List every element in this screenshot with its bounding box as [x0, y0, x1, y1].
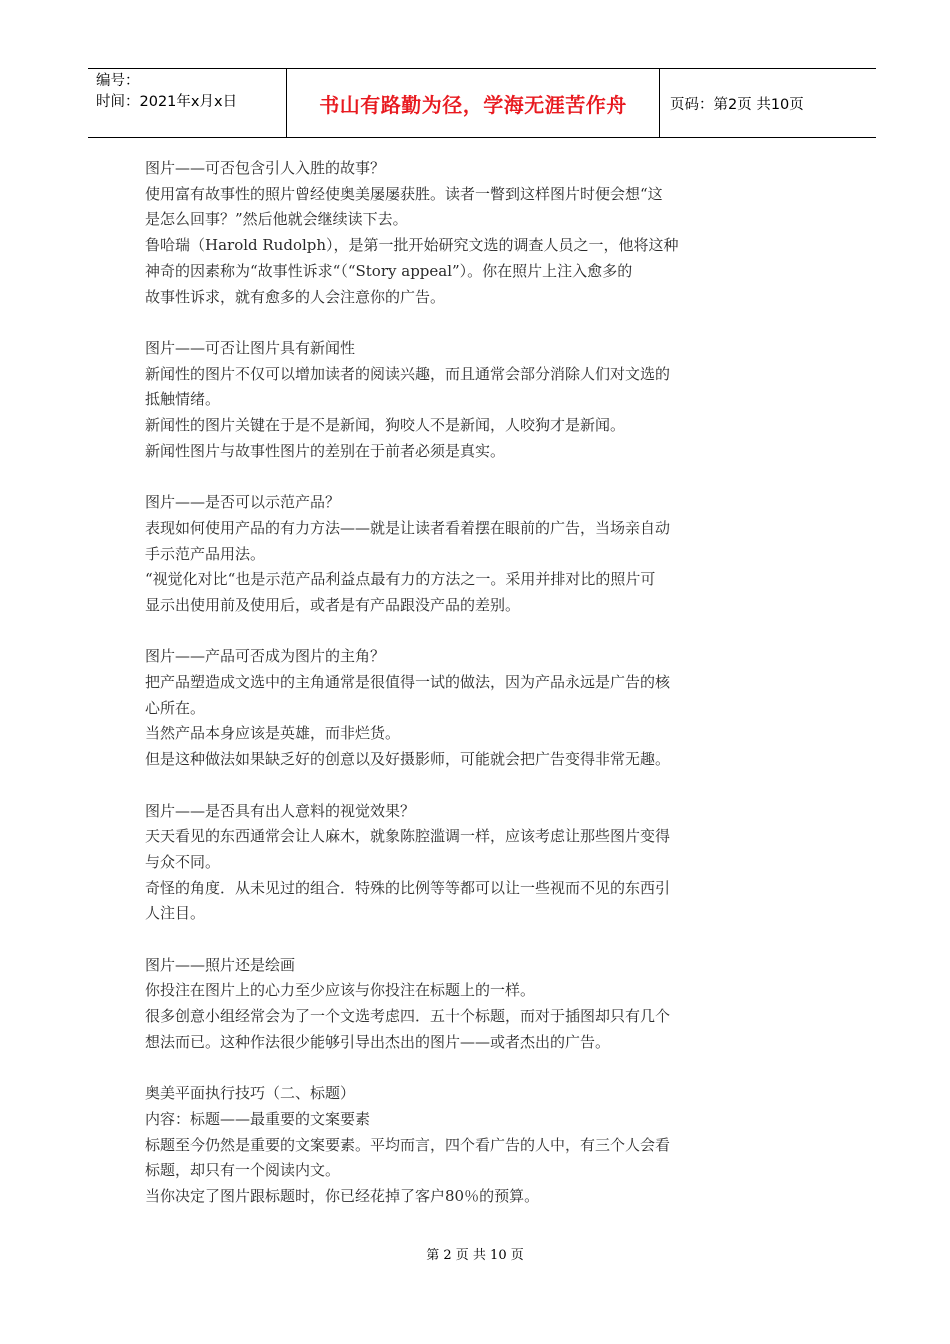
section-heading: 图片——照片还是绘画 [145, 955, 296, 974]
header-page-label: 页码：第2页 共10页 [670, 96, 804, 113]
paragraph-line: “视觉化对比“也是示范产品利益点最有力的方法之一。采用并排对比的照片可 [145, 570, 656, 589]
paragraph-line: 标题，却只有一个阅读内文。 [145, 1161, 341, 1180]
section-4 [145, 644, 825, 773]
paragraph-line: 你投注在图片上的心力至少应该与你投注在标题上的一样。 [145, 981, 536, 1000]
section-2 [145, 336, 825, 465]
section-heading: 奥美平面执行技巧（二、标题） [145, 1084, 356, 1103]
time-label: 时间：2021年x月x日 [96, 94, 238, 110]
paragraph-line: 表现如何使用产品的有力方法——就是让读者看着摆在眼前的广告，当场亲自动 [145, 518, 671, 537]
paragraph-line: 很多创意小组经常会为了一个文选考虑四．五十个标题，而对于插图却只有几个 [145, 1007, 671, 1026]
paragraph-line: 把产品塑造成文选中的主角通常是很值得一试的做法，因为产品永远是广告的核 [145, 673, 671, 692]
paragraph-line: 当然产品本身应该是英雄，而非烂货。 [145, 724, 401, 743]
section-1 [145, 156, 825, 310]
paragraph-line: 想法而已。这种作法很少能够引导出杰出的图片——或者杰出的广告。 [145, 1032, 611, 1051]
paragraph-line: 显示出使用前及使用后，或者是有产品跟没产品的差别。 [145, 595, 521, 614]
document-body [145, 156, 825, 1235]
paragraph-line: 是怎么回事？”然后他就会继续读下去。 [145, 210, 408, 229]
paragraph-line: 心所在。 [145, 698, 206, 717]
paragraph-line: 天天看见的东西通常会让人麻木，就象陈腔滥调一样，应该考虑让那些图片变得 [145, 827, 671, 846]
section-7 [145, 1081, 825, 1210]
paragraph-line: 内容：标题——最重要的文案要素 [145, 1109, 371, 1128]
paragraph-line: 但是这种做法如果缺乏好的创意以及好摄影师，可能就会把广告变得非常无趣。 [145, 750, 671, 769]
section-6 [145, 953, 825, 1056]
paragraph-line: 新闻性图片与故事性图片的差别在于前者必须是真实。 [145, 441, 506, 460]
section-heading: 图片——是否可以示范产品？ [145, 493, 341, 512]
section-heading: 图片——产品可否成为图片的主角？ [145, 647, 386, 666]
paragraph-line: 使用富有故事性的照片曾经使奥美屡屡获胜。读者一瞥到这样图片时便会想“这 [145, 184, 663, 203]
section-5 [145, 799, 825, 928]
page-footer: 第 2 页 共 10 页 [426, 1248, 524, 1263]
paragraph-line: 故事性诉求，就有愈多的人会注意你的广告。 [145, 287, 446, 306]
paragraph-line: 人注目。 [145, 904, 206, 923]
number-label: 编号： [96, 73, 140, 89]
section-heading: 图片——可否让图片具有新闻性 [145, 338, 356, 357]
paragraph-line: 抵触情绪。 [145, 390, 221, 409]
section-heading: 图片——是否具有出人意料的视觉效果？ [145, 801, 416, 820]
paragraph-line: 标题至今仍然是重要的文案要素。平均而言，四个看广告的人中，有三个人会看 [145, 1135, 671, 1154]
paragraph-line: 新闻性的图片关键在于是不是新闻，狗咬人不是新闻，人咬狗才是新闻。 [145, 416, 626, 435]
paragraph-line: 神奇的因素称为“故事性诉求“（“Story appeal”）。你在照片上注入愈多的 [145, 261, 633, 280]
paragraph-line: 鲁哈瑞（Harold Rudolph），是第一批开始研究文选的调查人员之一，他将这种 [145, 236, 679, 255]
header-meta [88, 69, 286, 137]
section-heading: 图片——可否包含引人入胜的故事？ [145, 159, 386, 177]
paragraph-line: 奇怪的角度．从未见过的组合．特殊的比例等等都可以让一些视而不见的东西引 [145, 878, 671, 897]
paragraph-line: 手示范产品用法。 [145, 544, 266, 563]
paragraph-line: 当你决定了图片跟标题时，你已经花掉了客户80％的预算。 [145, 1187, 540, 1206]
paragraph-line: 新闻性的图片不仅可以增加读者的阅读兴趣，而且通常会部分消除人们对文选的 [145, 364, 671, 383]
document-header [88, 68, 876, 138]
paragraph-line: 与众不同。 [145, 852, 221, 871]
section-3 [145, 490, 825, 619]
header-motto: 书山有路勤为径，学海无涯苦作舟 [286, 69, 660, 137]
